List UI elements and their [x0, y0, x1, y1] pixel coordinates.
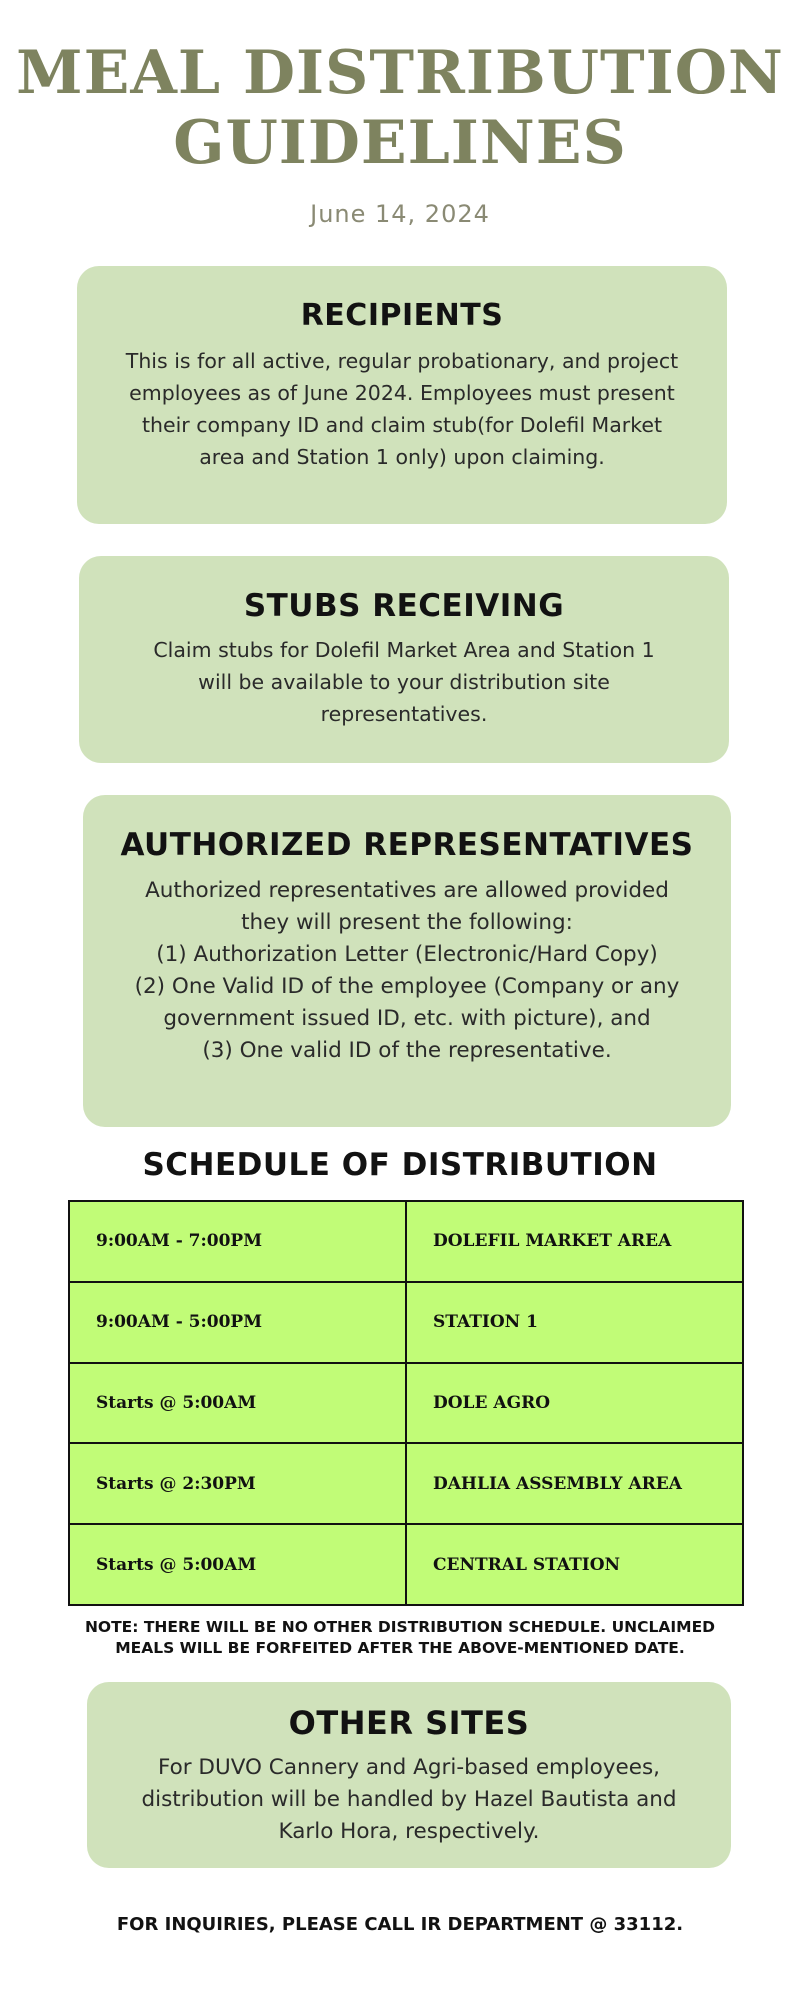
schedule-site: DOLE AGRO	[406, 1363, 743, 1444]
page-date: June 14, 2024	[310, 200, 490, 228]
schedule-heading: SCHEDULE OF DISTRIBUTION	[142, 1147, 658, 1183]
schedule-note	[60, 1617, 740, 1659]
text-line: Karlo Hora, respectively.	[278, 1819, 540, 1844]
stubs-text	[109, 634, 699, 730]
other-sites-text	[107, 1752, 711, 1848]
recipients-card	[77, 266, 727, 524]
text-line: will be available to your distribution site	[198, 670, 610, 694]
schedule-site: CENTRAL STATION	[406, 1524, 743, 1605]
text-line: area and Station 1 only) upon claiming.	[199, 445, 605, 469]
other-sites-card	[87, 1682, 731, 1868]
table-row	[69, 1443, 743, 1524]
other-sites-heading: OTHER SITES	[288, 1704, 530, 1742]
text-line: Authorized representatives are allowed provided	[145, 878, 669, 903]
authorized-heading: AUTHORIZED REPRESENTATIVES	[120, 827, 694, 863]
text-line: (2) One Valid ID of the employee (Company or any	[134, 974, 680, 999]
recipients-heading: RECIPIENTS	[300, 298, 504, 333]
table-row	[69, 1201, 743, 1282]
note-line: NOTE: THERE WILL BE NO OTHER DISTRIBUTION SCHEDULE. UNCLAIMED	[84, 1618, 716, 1636]
text-line: government issued ID, etc. with picture), and	[163, 1006, 651, 1031]
stubs-heading: STUBS RECEIVING	[243, 588, 565, 624]
text-line: their company ID and claim stub(for Dolefil Market	[141, 413, 663, 437]
text-line: they will present the following:	[241, 910, 573, 935]
inquiries-footer: FOR INQUIRIES, PLEASE CALL IR DEPARTMENT @ 33112.	[116, 1914, 684, 1935]
title-line: GUIDELINES	[173, 108, 627, 178]
text-line: This is for all active, regular probationary, and project	[125, 349, 679, 373]
text-line: employees as of June 2024. Employees must present	[129, 381, 675, 405]
schedule-site: DAHLIA ASSEMBLY AREA	[406, 1443, 743, 1524]
authorized-text	[93, 875, 721, 1067]
table-row	[69, 1282, 743, 1363]
schedule-time: 9:00AM - 5:00PM	[69, 1282, 406, 1363]
schedule-time: Starts @ 2:30PM	[69, 1443, 406, 1524]
page-title	[0, 38, 800, 178]
schedule-site: DOLEFIL MARKET AREA	[406, 1201, 743, 1282]
title-line: MEAL DISTRIBUTION	[16, 38, 784, 108]
text-line: Claim stubs for Dolefil Market Area and Station 1	[153, 638, 655, 662]
schedule-time: Starts @ 5:00AM	[69, 1363, 406, 1444]
schedule-time: Starts @ 5:00AM	[69, 1524, 406, 1605]
text-line: (3) One valid ID of the representative.	[202, 1038, 612, 1063]
table-row	[69, 1524, 743, 1605]
schedule-time: 9:00AM - 7:00PM	[69, 1201, 406, 1282]
text-line: distribution will be handled by Hazel Bautista and	[141, 1787, 677, 1812]
note-line: MEALS WILL BE FORFEITED AFTER THE ABOVE-MENTIONED DATE.	[115, 1639, 685, 1657]
authorized-representatives-card	[83, 795, 731, 1127]
schedule-site: STATION 1	[406, 1282, 743, 1363]
schedule-table	[68, 1200, 744, 1606]
recipients-text	[97, 345, 707, 473]
text-line: representatives.	[320, 702, 488, 726]
text-line: (1) Authorization Letter (Electronic/Hard Copy)	[156, 942, 658, 967]
stubs-receiving-card	[79, 556, 729, 763]
text-line: For DUVO Cannery and Agri-based employees,	[158, 1755, 660, 1780]
table-row	[69, 1363, 743, 1444]
